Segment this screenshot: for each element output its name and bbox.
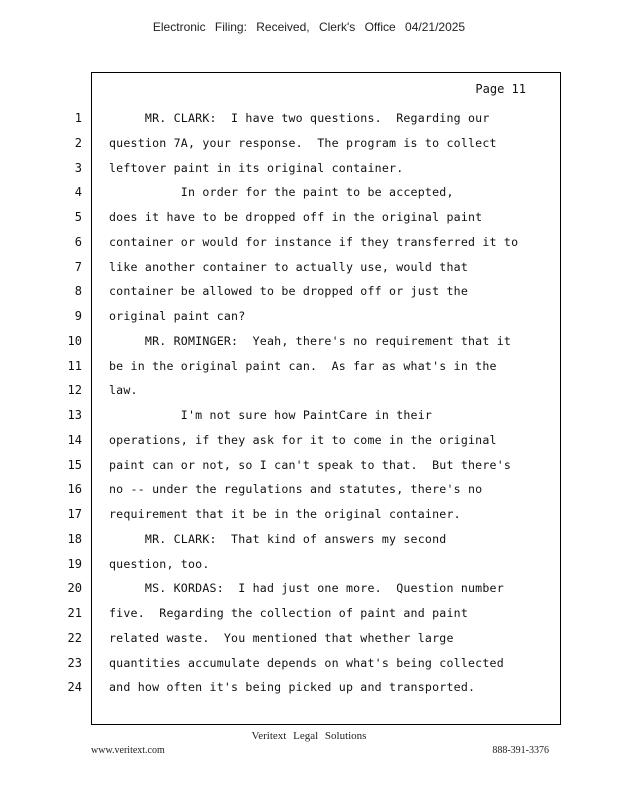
line-text: be in the original paint can. As far as what's in the: [109, 358, 497, 373]
footer-phone: 888-391-3376: [492, 745, 549, 756]
line-number: 18: [67, 531, 82, 546]
line-number: 10: [67, 333, 82, 348]
line-text: question 7A, your response. The program is to collect: [109, 135, 497, 150]
line-number: 24: [67, 680, 82, 695]
line-text: MS. KORDAS: I had just one more. Question number: [109, 581, 504, 596]
line-text: no -- under the regulations and statutes, there's no: [109, 482, 483, 497]
transcript-line: [0, 382, 618, 407]
line-text: quantities accumulate depends on what's being collected: [109, 655, 504, 670]
transcript-line: [0, 531, 618, 556]
page-number: Page 11: [475, 82, 526, 96]
line-number: 1: [74, 111, 82, 125]
transcript-line: [0, 283, 618, 308]
line-number: 5: [74, 210, 82, 224]
line-text: MR. ROMINGER: Yeah, there's no requirement that it: [109, 333, 512, 348]
line-number: 7: [74, 259, 82, 274]
line-number: 15: [67, 457, 82, 472]
line-text: leftover paint in its original container.: [109, 160, 404, 175]
line-number: 16: [67, 482, 82, 497]
footer-company: Veritext Legal Solutions: [251, 730, 367, 742]
transcript-line: [0, 556, 618, 581]
transcript-line: [0, 358, 618, 383]
filing-header: Electronic Filing: Received, Clerk's Office 04/21/2025: [152, 20, 466, 34]
line-text: I'm not sure how PaintCare in their: [109, 408, 433, 422]
line-text: In order for the paint to be accepted,: [109, 185, 454, 200]
line-text: and how often it's being picked up and transported.: [109, 680, 476, 695]
line-number: 8: [74, 284, 82, 299]
line-number: 2: [74, 135, 82, 150]
line-text: MR. CLARK: I have two questions. Regarding our: [109, 111, 490, 125]
line-number: 9: [74, 309, 82, 323]
line-number: 19: [67, 556, 82, 571]
line-number: 23: [67, 655, 82, 670]
line-number: 12: [67, 383, 82, 398]
line-number: 4: [74, 185, 82, 200]
line-text: paint can or not, so I can't speak to that. But there's: [109, 457, 512, 472]
line-text: operations, if they ask for it to come in the original: [109, 432, 497, 447]
transcript-line: [0, 605, 618, 630]
line-number: 21: [67, 606, 82, 620]
footer-website: www.veritext.com: [91, 745, 165, 756]
transcript-line: [0, 432, 618, 457]
transcript-line: [0, 209, 618, 234]
transcript-line: [0, 679, 618, 704]
transcript-line: [0, 135, 618, 160]
line-number: 3: [74, 160, 82, 175]
line-number: 11: [67, 358, 82, 373]
line-text: container be allowed to be dropped off or just the: [109, 284, 469, 299]
line-text: original paint can?: [109, 309, 246, 323]
transcript-line: [0, 481, 618, 506]
transcript-line: [0, 506, 618, 531]
transcript-line: [0, 234, 618, 259]
line-number: 14: [67, 432, 82, 447]
line-number: 22: [67, 630, 82, 645]
line-text: related waste. You mentioned that whether large: [109, 630, 454, 645]
line-number: 20: [67, 581, 82, 596]
transcript-line: [0, 184, 618, 209]
line-text: MR. CLARK: That kind of answers my second: [109, 531, 447, 546]
line-text: does it have to be dropped off in the original paint: [109, 210, 483, 224]
transcript-line: [0, 333, 618, 358]
transcript-line: [0, 580, 618, 605]
line-number: 13: [67, 408, 82, 422]
transcript-line: [0, 160, 618, 185]
transcript-line: [0, 457, 618, 482]
line-text: requirement that it be in the original container.: [109, 507, 461, 521]
transcript-line: [0, 110, 618, 135]
transcript-line: [0, 259, 618, 284]
transcript-line: [0, 407, 618, 432]
line-text: question, too.: [109, 556, 210, 571]
line-number: 17: [67, 507, 82, 521]
transcript-line: [0, 630, 618, 655]
line-text: like another container to actually use, would that: [109, 259, 469, 274]
transcript-line: [0, 308, 618, 333]
transcript-line: [0, 655, 618, 680]
line-text: five. Regarding the collection of paint and paint: [109, 606, 469, 620]
line-text: law.: [109, 383, 138, 398]
line-number: 6: [74, 234, 82, 249]
line-text: container or would for instance if they transferred it to: [109, 234, 519, 249]
